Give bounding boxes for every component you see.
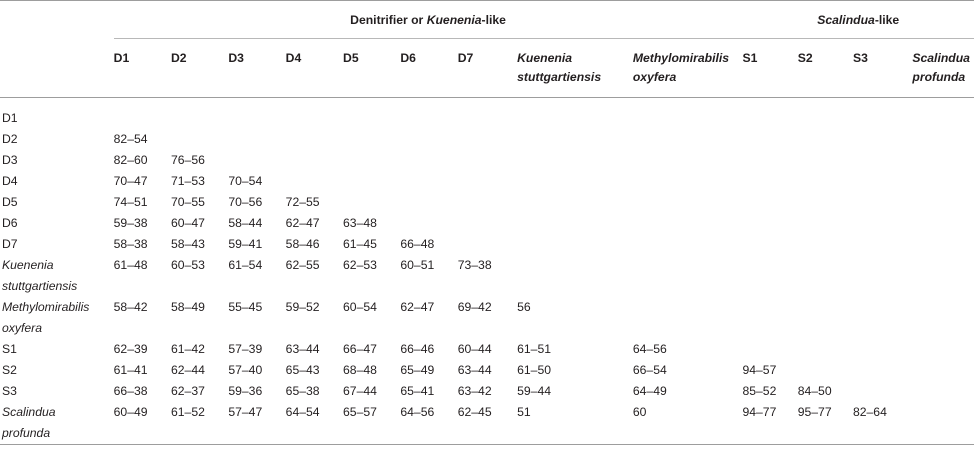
table-cell — [853, 360, 912, 381]
table-cell: 85–52 — [742, 384, 777, 398]
table-cell: 62–55 — [285, 258, 320, 272]
table-row — [0, 360, 974, 381]
row-label-line1: S1 — [2, 342, 17, 356]
row-label — [0, 360, 114, 381]
table-cell: 72–55 — [285, 195, 320, 209]
table-cell — [912, 129, 974, 150]
table-cell — [742, 171, 797, 192]
table-cell — [633, 150, 743, 171]
row-label — [0, 339, 114, 360]
table-cell: 62–45 — [458, 402, 517, 445]
group-scalindua-italic: Scalindua — [817, 12, 875, 27]
table-cell: 70–47 — [113, 174, 148, 188]
table-cell: 71–53 — [170, 174, 205, 188]
table-cell — [517, 129, 633, 150]
table-cell: 64–49 — [632, 384, 667, 398]
table-cell — [742, 192, 797, 213]
table-cell — [853, 255, 912, 297]
table-cell: 58–46 — [285, 237, 320, 251]
column-header — [912, 39, 974, 98]
table-cell — [798, 150, 853, 171]
column-header-line1: D4 — [285, 51, 302, 65]
column-header — [742, 39, 797, 98]
row-label-line2: oxyfera — [2, 321, 42, 335]
table-cell — [798, 234, 853, 255]
table-cell — [853, 129, 912, 150]
table-row — [0, 297, 974, 339]
table-body — [0, 98, 974, 445]
table-cell — [742, 108, 797, 129]
table-cell — [853, 213, 912, 234]
column-header-line1: S2 — [797, 51, 813, 65]
row-label — [0, 381, 114, 402]
table-cell — [458, 108, 517, 129]
row-label-line1: D4 — [2, 174, 18, 188]
table-cell — [400, 213, 457, 234]
table-cell — [742, 129, 797, 150]
table-cell — [742, 150, 797, 171]
row-label — [0, 297, 114, 339]
table-cell — [517, 213, 633, 234]
table-cell: 61–52 — [171, 402, 228, 445]
table-cell: 68–48 — [343, 363, 377, 377]
column-header — [114, 39, 171, 98]
table-cell — [798, 192, 853, 213]
row-label-line1: S3 — [2, 384, 17, 398]
column-header-line1: D7 — [457, 51, 474, 65]
table-cell — [400, 129, 457, 150]
table-cell: 66–54 — [632, 363, 667, 377]
table-cell — [798, 129, 853, 150]
column-header-line1: Kuenenia — [517, 51, 572, 65]
table-cell: 62–39 — [113, 342, 148, 356]
table-row — [0, 402, 974, 445]
table-cell — [912, 150, 974, 171]
row-label-header — [0, 39, 114, 98]
table-cell — [633, 213, 743, 234]
table-cell: 51 — [517, 402, 633, 445]
table-cell — [633, 297, 743, 339]
row-label — [0, 402, 114, 445]
table-cell: 56 — [517, 300, 531, 314]
table-cell: 59–44 — [517, 384, 552, 398]
column-header-line2: stuttgartiensis — [517, 70, 602, 84]
table-cell — [286, 129, 343, 150]
table-cell — [742, 234, 797, 255]
table-cell — [912, 213, 974, 234]
table-cell — [458, 171, 517, 192]
column-header-line2: profunda — [912, 70, 966, 84]
table-cell — [912, 255, 974, 297]
table-cell: 60–53 — [170, 258, 205, 272]
table-cell — [228, 108, 285, 129]
table-cell: 61–50 — [517, 363, 552, 377]
column-header — [286, 39, 343, 98]
table-cell: 63–48 — [343, 216, 377, 230]
table-cell: 84–50 — [797, 384, 832, 398]
table-cell: 76–56 — [170, 153, 205, 167]
table-row — [0, 192, 974, 213]
table-cell: 58–42 — [113, 300, 148, 314]
table-cell: 73–38 — [457, 258, 492, 272]
table-cell — [400, 150, 457, 171]
table-cell — [228, 129, 285, 150]
table-cell — [400, 108, 457, 129]
table-row — [0, 171, 974, 192]
table-cell: 65–38 — [285, 384, 320, 398]
table-cell — [458, 129, 517, 150]
table-cell: 64–56 — [632, 342, 667, 356]
row-label-line1: D2 — [2, 132, 18, 146]
row-label-line1: Methylomirabilis — [2, 300, 90, 314]
column-header-line1: Scalindua — [912, 51, 970, 65]
table-cell — [742, 213, 797, 234]
table-cell — [517, 171, 633, 192]
row-label-line1: D3 — [2, 153, 18, 167]
table-cell — [798, 339, 853, 360]
table-cell — [458, 234, 517, 255]
table-cell — [517, 234, 633, 255]
group-scalindua-suffix: -like — [874, 12, 900, 27]
table-cell — [798, 213, 853, 234]
row-label-line1: D5 — [2, 195, 18, 209]
table-row — [0, 129, 974, 150]
table-row — [0, 150, 974, 171]
table-cell: 70–54 — [228, 174, 263, 188]
column-header-row — [0, 39, 974, 98]
table-cell — [343, 150, 400, 171]
group-header-denitrifier — [114, 1, 743, 39]
table-cell — [400, 192, 457, 213]
table-cell: 59–52 — [285, 300, 320, 314]
table-cell — [853, 150, 912, 171]
table-row — [0, 255, 974, 297]
table-cell: 57–47 — [228, 402, 285, 445]
table-cell: 57–39 — [228, 342, 263, 356]
table-cell: 61–54 — [228, 258, 263, 272]
table-cell: 61–51 — [517, 342, 552, 356]
table-cell: 58–38 — [113, 237, 148, 251]
table-cell — [517, 192, 633, 213]
table-cell — [853, 339, 912, 360]
table-cell — [912, 234, 974, 255]
table-cell — [286, 108, 343, 129]
table-cell — [853, 234, 912, 255]
table-cell — [853, 381, 912, 402]
group-denitrifier-prefix: Denitrifier or — [350, 12, 427, 27]
column-header-line1: D5 — [343, 51, 359, 65]
table-cell: 60–44 — [457, 342, 492, 356]
table-cell — [798, 255, 853, 297]
column-header — [853, 39, 912, 98]
table-cell: 95–77 — [798, 402, 853, 445]
row-label — [0, 171, 114, 192]
table-cell — [458, 213, 517, 234]
table-cell — [171, 108, 228, 129]
table-cell: 64–54 — [286, 402, 343, 445]
column-header-line1: S3 — [852, 51, 868, 65]
row-label-line1: D7 — [2, 237, 18, 251]
table-cell: 62–37 — [170, 384, 205, 398]
table-cell: 60–54 — [343, 300, 377, 314]
table-cell: 82–64 — [853, 402, 912, 445]
table-cell — [912, 339, 974, 360]
column-header-line1: D2 — [170, 51, 187, 65]
table-cell: 60–47 — [170, 216, 205, 230]
table-cell: 65–49 — [400, 363, 435, 377]
row-label-line1: S2 — [2, 363, 17, 377]
table-cell — [517, 255, 633, 297]
table-cell — [343, 108, 400, 129]
row-label-line2: stuttgartiensis — [2, 279, 78, 293]
table-row — [0, 234, 974, 255]
table-cell — [286, 171, 343, 192]
row-label — [0, 255, 114, 297]
table-cell — [742, 297, 797, 339]
table-cell — [912, 360, 974, 381]
row-label-line2: profunda — [2, 426, 51, 440]
table-row — [0, 108, 974, 129]
column-header — [171, 39, 228, 98]
table-cell: 58–44 — [228, 216, 263, 230]
table-cell — [633, 255, 743, 297]
table-cell: 64–56 — [400, 402, 457, 445]
table-cell — [343, 129, 400, 150]
table-cell: 65–41 — [400, 384, 435, 398]
table-row — [0, 381, 974, 402]
table-cell: 61–41 — [113, 363, 148, 377]
table-row — [0, 213, 974, 234]
table-cell: 66–46 — [400, 342, 435, 356]
table-cell: 58–43 — [170, 237, 205, 251]
table-cell — [633, 234, 743, 255]
table-cell — [517, 150, 633, 171]
row-label — [0, 192, 114, 213]
table-cell: 65–57 — [343, 402, 400, 445]
table-cell — [633, 171, 743, 192]
row-label — [0, 150, 114, 171]
table-cell: 66–38 — [113, 384, 148, 398]
row-label-line1: D6 — [2, 216, 18, 230]
table-cell: 59–36 — [228, 384, 263, 398]
column-header-line1: D6 — [400, 51, 416, 65]
spacer-row — [0, 98, 974, 109]
table-cell — [286, 150, 343, 171]
row-label — [0, 108, 114, 129]
table-cell — [798, 360, 853, 381]
table-cell — [343, 192, 400, 213]
table-cell: 62–47 — [285, 216, 320, 230]
table-cell — [798, 171, 853, 192]
column-header — [458, 39, 517, 98]
table-cell — [633, 129, 743, 150]
table-cell: 70–56 — [228, 195, 263, 209]
table-cell: 59–38 — [113, 216, 148, 230]
corner-cell — [0, 1, 114, 39]
column-header — [228, 39, 285, 98]
column-header-line2: oxyfera — [632, 70, 677, 84]
row-label-line1: D1 — [2, 111, 18, 125]
table-cell: 62–53 — [343, 258, 377, 272]
group-denitrifier-suffix: -like — [481, 12, 506, 27]
table-cell — [912, 108, 974, 129]
table-cell: 74–51 — [113, 195, 148, 209]
table-cell — [742, 255, 797, 297]
row-label — [0, 213, 114, 234]
column-header — [798, 39, 853, 98]
table-cell — [798, 108, 853, 129]
table-cell — [853, 297, 912, 339]
table-cell: 82–60 — [113, 153, 148, 167]
table-cell: 61–48 — [113, 258, 148, 272]
column-header — [400, 39, 457, 98]
table-cell: 65–43 — [285, 363, 320, 377]
table-cell — [853, 192, 912, 213]
column-header-line1: S1 — [742, 51, 758, 65]
table-cell — [458, 150, 517, 171]
table-cell — [912, 402, 974, 445]
table-cell: 63–44 — [285, 342, 320, 356]
group-header-scalindua — [742, 1, 974, 39]
table-cell — [853, 108, 912, 129]
table-cell: 94–77 — [742, 402, 797, 445]
table-cell — [742, 339, 797, 360]
column-header-line1: Methylomirabilis — [632, 51, 730, 65]
table-cell — [171, 129, 228, 150]
table-cell: 57–40 — [228, 363, 263, 377]
table-cell: 59–41 — [228, 237, 263, 251]
table-cell: 67–44 — [343, 384, 377, 398]
table-cell: 62–47 — [400, 300, 435, 314]
table-cell: 55–45 — [228, 300, 263, 314]
table-cell: 94–57 — [742, 363, 777, 377]
table-cell — [853, 171, 912, 192]
table-cell — [633, 108, 743, 129]
table-cell — [114, 108, 171, 129]
column-header-line1: D1 — [113, 51, 130, 65]
table-cell: 82–54 — [113, 132, 148, 146]
group-denitrifier-italic: Kuenenia — [426, 12, 482, 27]
table-cell — [458, 192, 517, 213]
row-label-line1: Kuenenia — [2, 258, 54, 272]
table-cell: 66–47 — [343, 342, 377, 356]
column-header — [343, 39, 400, 98]
table-cell: 61–45 — [343, 237, 377, 251]
group-header-row — [0, 1, 974, 39]
table-cell — [633, 192, 743, 213]
row-label — [0, 234, 114, 255]
column-header-line1: D3 — [228, 51, 244, 65]
table-cell — [912, 297, 974, 339]
table-row — [0, 339, 974, 360]
table-cell: 60 — [633, 402, 743, 445]
table-cell: 63–44 — [457, 363, 492, 377]
table-cell: 60–51 — [400, 258, 435, 272]
table-cell: 62–44 — [170, 363, 205, 377]
table-cell — [517, 108, 633, 129]
table-cell: 70–55 — [170, 195, 205, 209]
table-cell: 66–48 — [400, 237, 435, 251]
spacer-cell — [0, 98, 974, 109]
table-cell — [912, 381, 974, 402]
table-cell: 69–42 — [457, 300, 492, 314]
row-label-line1: Scalindua — [2, 405, 56, 419]
column-header — [517, 39, 633, 98]
row-label — [0, 129, 114, 150]
table-cell — [912, 171, 974, 192]
table-cell — [798, 297, 853, 339]
table-cell: 63–42 — [457, 384, 492, 398]
table-cell — [400, 171, 457, 192]
table-cell — [228, 150, 285, 171]
table-cell: 61–42 — [170, 342, 205, 356]
table-cell — [912, 192, 974, 213]
column-header — [633, 39, 743, 98]
table-cell — [343, 171, 400, 192]
table-cell: 58–49 — [170, 300, 205, 314]
table-cell: 60–49 — [114, 402, 171, 445]
